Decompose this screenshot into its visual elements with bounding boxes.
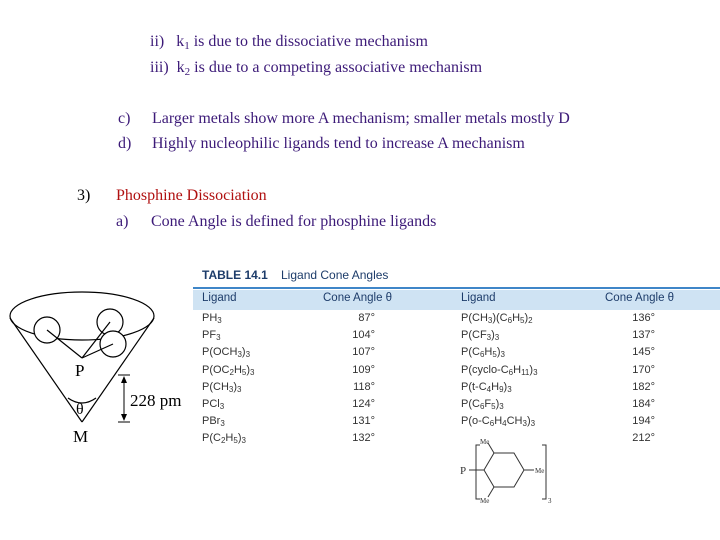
ligand-right-6: $P(o-C_6H_4CH_3)_3$ [461,415,536,429]
cone-angle-diagram [5,280,195,480]
section-item-a-text: Cone Angle is defined for phosphine ligands [151,213,437,230]
bullet-iii-text: is due to a competing associative mechanism [190,59,483,76]
section-title: Phosphine Dissociation [116,187,267,204]
diagram-label-theta: θ [76,401,84,418]
angle-right-4: 182° [632,380,655,393]
table-title-bar [193,265,720,289]
angle-left-0: 87° [358,312,375,324]
table-number: TABLE 14.1 [202,268,268,282]
bullet-c [118,110,570,128]
table-header-row [193,290,720,310]
ligand-right-5: $P(C_6F_5)_3$ [461,398,504,411]
ligand-left-1: $PF_3$ [202,329,221,343]
structure-me-top: Me [480,438,490,446]
ligand-right-1: $P(CF_3)_3$ [461,329,500,343]
structure-me-right: Me [535,467,545,475]
ligand-left-5: PCl$_3$ [202,398,225,411]
angle-left-4: 118° [353,380,375,393]
ligand-right-2: $P(C_6H_5)_3$ [461,346,505,360]
aryl-phosphine-structure [458,437,568,507]
angle-right-1: 137° [632,329,655,342]
bullet-ii-marker: ii) [150,33,165,50]
angle-right-0: 136° [632,312,655,324]
angle-left-1: 104° [352,329,375,342]
angle-right-2: 145° [632,346,655,359]
angle-left-5: 124° [352,398,375,410]
ligand-right-3: $P(cyclo-C_6H_{11})_3$ [461,363,538,377]
section-item-a [116,213,436,231]
bullet-ii-text: is due to the dissociative mechanism [189,33,428,50]
ligand-right-0: $P(CH_3)(C_6H_5)_2$ [461,312,533,325]
angle-left-6: 131° [352,415,375,428]
diagram-distance: 228 pm [130,391,182,410]
ligand-left-2: $P(OCH_3)_3$ [202,346,251,360]
ligand-left-3: $P(OC_2H_5)_3$ [202,363,255,377]
bullet-d-marker: d) [118,135,132,152]
angle-right-5: 184° [632,398,655,410]
bullet-c-marker: c) [118,110,131,127]
header-angle-right: Cone Angle θ [605,292,675,304]
angle-right-6: 194° [632,415,655,428]
structure-sub: 3 [548,497,552,505]
cone-angle-table [193,265,720,540]
angle-left-3: 109° [352,363,375,376]
bullet-d [118,135,525,153]
bullet-ii-k: k [176,33,185,50]
table-name: Ligand Cone Angles [281,268,389,282]
bullet-iii-sub: 2 [184,66,191,78]
ligand-left-6: PBr$_3$ [202,415,225,429]
ligand-right-4: $P(t-C_4H_9)_3$ [461,380,512,394]
bullet-iii-k: k [176,59,185,76]
bullet-c-text: Larger metals show more A mechanism; smaller metals mostly D [152,110,570,127]
header-ligand-right: Ligand [461,292,496,304]
ligand-left-7: $P(C_2H_5)_3$ [202,432,246,446]
section-number: 3) [77,187,91,204]
section-item-a-marker: a) [116,213,129,230]
bullet-iii-marker: iii) [150,59,169,76]
structure-label-p: P [460,465,467,477]
bullet-ii [150,33,428,52]
ligand-left-0: $PH_3$ [202,312,222,325]
header-ligand-left: Ligand [202,292,237,304]
bullet-ii-sub: 1 [184,40,190,52]
bullet-iii [150,59,482,78]
structure-me-bottom: Me [480,497,490,505]
angle-right-7: 212° [632,432,655,445]
angle-left-2: 107° [352,346,375,359]
ligand-left-4: $P(CH_3)_3$ [202,380,242,394]
diagram-label-m: M [73,427,89,446]
bullet-d-text: Highly nucleophilic ligands tend to increase A mechanism [152,135,525,152]
angle-right-3: 170° [632,363,655,376]
header-angle-left: Cone Angle θ [323,292,393,304]
angle-left-7: 132° [352,432,375,445]
diagram-label-p: P [75,361,85,380]
